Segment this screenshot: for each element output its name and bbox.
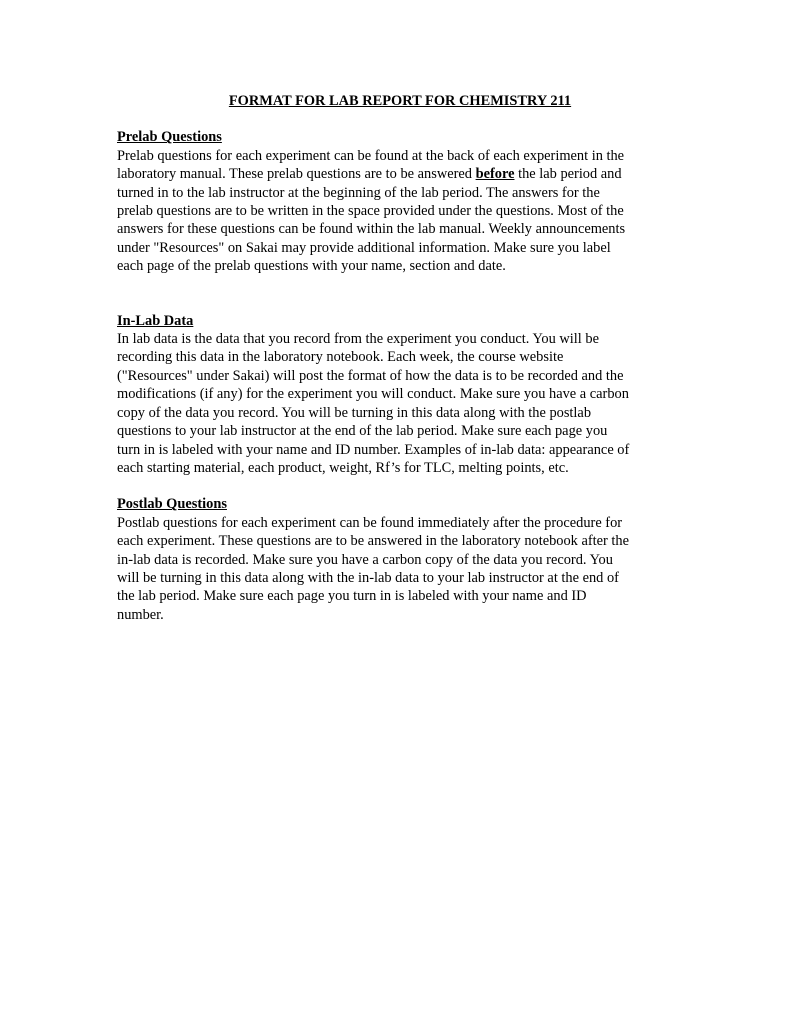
text-line: recording this data in the laboratory notebook. Each week, the course website [117,349,564,366]
text-line: ("Resources" under Sakai) will post the format of how the data is to be recorded and the [117,367,624,384]
text-segment: laboratory manual. These prelab questions are to be answered [117,166,476,183]
text-line: will be turning in this data along with the in-lab data to your lab instructor at the end of [117,569,619,586]
text-line: Postlab questions for each experiment can be found immediately after the procedure for [117,514,623,531]
text-line: turn in is labeled with your name and ID number. Examples of in-lab data: appearance of [117,441,630,458]
document-page [117,92,683,624]
text-segment: the lab period and [514,166,622,183]
text-line: in-lab data is recorded. Make sure you have a carbon copy of the data you record. You [117,551,613,568]
emphasis-before: before [475,166,515,183]
section-heading-prelab: Prelab Questions [117,129,222,146]
section-postlab-questions [117,495,683,624]
section-heading-in-lab: In-Lab Data [117,312,194,329]
text-line: the lab period. Make sure each page you turn in is labeled with your name and ID [117,588,587,605]
text-line: each page of the prelab questions with your name, section and date. [117,258,506,275]
text-line [117,165,683,183]
section-body-prelab [117,147,683,276]
section-body-in-lab [117,330,683,477]
text-line: modifications (if any) for the experiment you will conduct. Make sure you have a carbon [117,386,629,403]
document-title: FORMAT FOR LAB REPORT FOR CHEMISTRY 211 [228,93,572,109]
text-line: questions to your lab instructor at the end of the lab period. Make sure each page you [117,423,608,440]
text-line: each starting material, each product, weight, Rf’s for TLC, melting points, etc. [117,459,569,476]
section-in-lab-data [117,312,683,478]
text-line: turned in to the lab instructor at the beginning of the lab period. The answers for the [117,184,600,201]
section-heading-postlab: Postlab Questions [117,496,227,513]
section-prelab-questions [117,128,683,275]
text-line: prelab questions are to be written in the space provided under the questions. Most of the [117,203,624,220]
text-line: answers for these questions can be found within the lab manual. Weekly announcements [117,221,626,238]
text-line: Prelab questions for each experiment can be found at the back of each experiment in the [117,147,625,164]
section-body-postlab [117,514,683,624]
text-line: under "Resources" on Sakai may provide additional information. Make sure you label [117,239,611,256]
text-line: copy of the data you record. You will be turning in this data along with the postlab [117,404,592,421]
text-line: In lab data is the data that you record from the experiment you conduct. You will be [117,331,599,348]
text-line: number. [117,606,164,623]
text-line: each experiment. These questions are to be answered in the laboratory notebook after the [117,533,630,550]
